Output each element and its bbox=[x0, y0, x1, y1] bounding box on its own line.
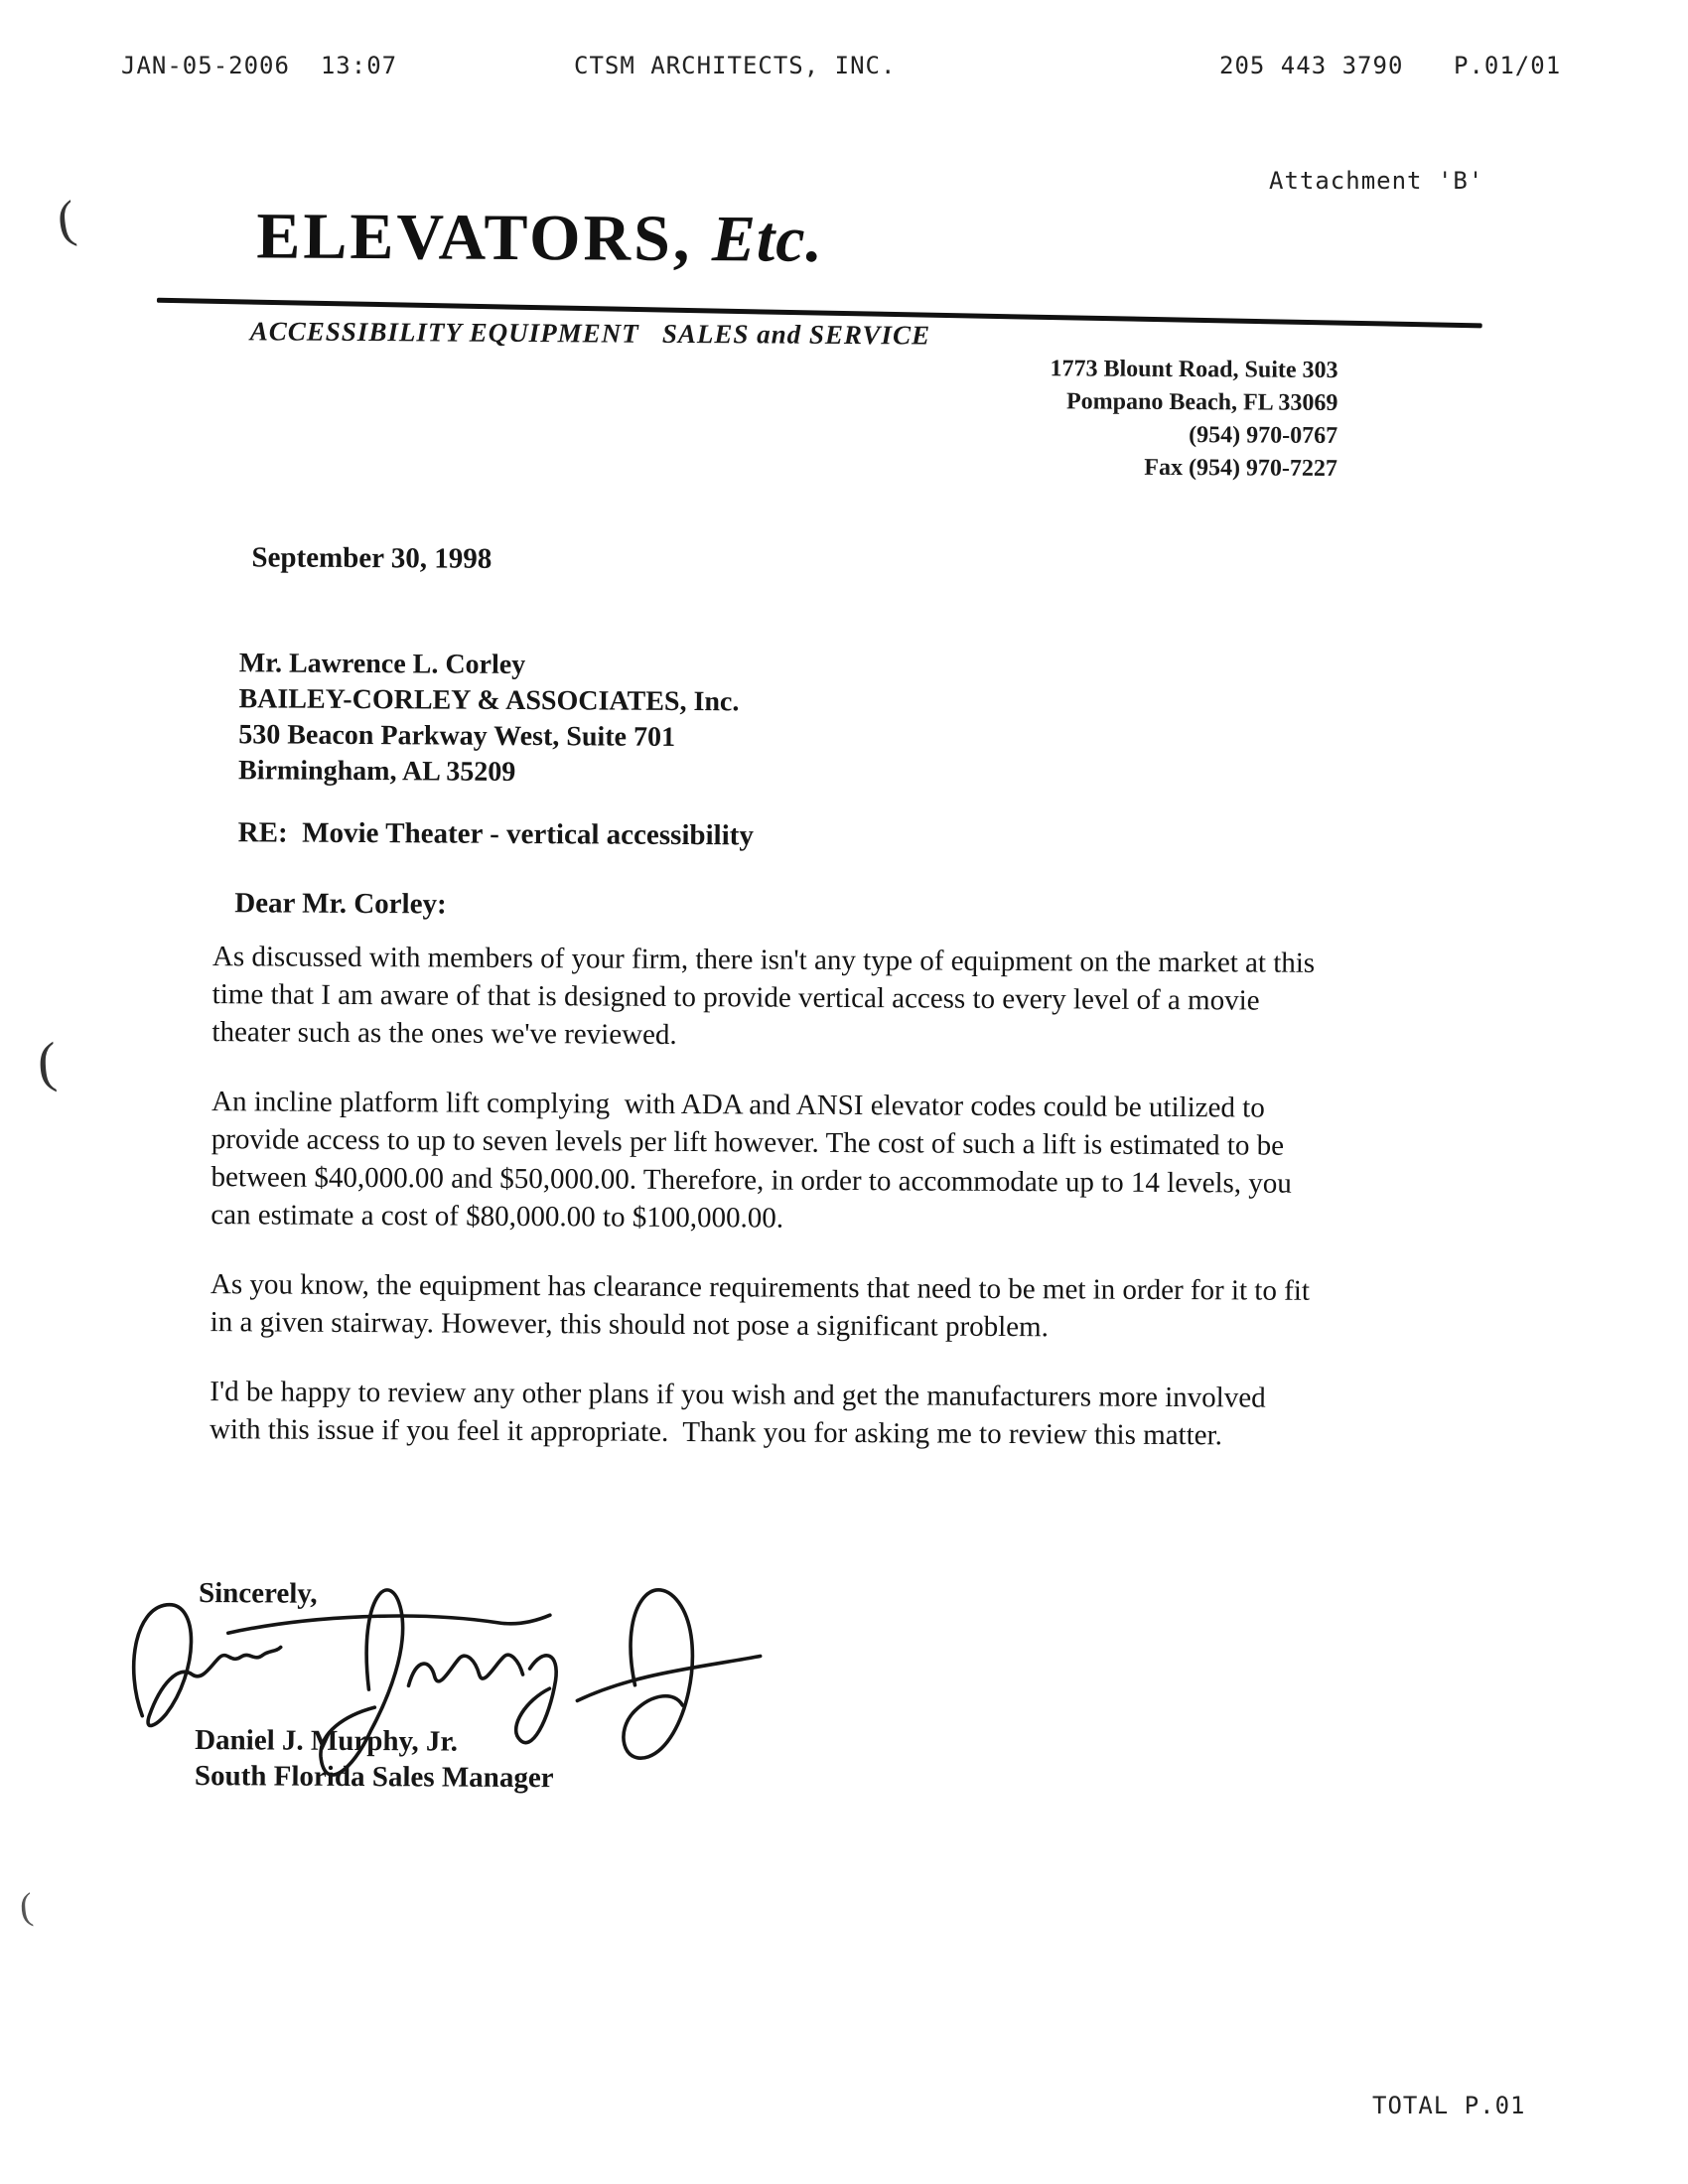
fax-datetime: JAN-05-2006 13:07 bbox=[121, 52, 398, 79]
address-line: 1773 Blount Road, Suite 303 bbox=[1050, 356, 1338, 384]
signer-title: South Florida Sales Manager bbox=[194, 1760, 554, 1795]
address-line: Fax (954) 970-7227 bbox=[1144, 454, 1338, 483]
attachment-label: Attachment 'B' bbox=[1269, 167, 1484, 195]
letter-paragraphs bbox=[210, 938, 1325, 1487]
paragraph: As you know, the equipment has clearance requirements that need to be met in order for it to fit in a given stairway. However, this should not pose a significant problem. bbox=[210, 1268, 1318, 1344]
company-name bbox=[256, 199, 823, 277]
signer-name: Daniel J. Murphy, Jr. bbox=[195, 1724, 459, 1758]
salutation: Dear Mr. Corley: bbox=[234, 887, 447, 921]
address-line: (954) 970-0767 bbox=[1189, 422, 1338, 450]
scan-artifact-mark: ( bbox=[17, 1885, 35, 1929]
company-tagline: ACCESSIBILITY EQUIPMENT SALES and SERVICE bbox=[249, 316, 931, 351]
recipient-address-block bbox=[238, 646, 740, 792]
fax-page-number: P.01/01 bbox=[1454, 52, 1562, 79]
company-address-block bbox=[1050, 353, 1338, 486]
scan-artifact-mark: ( bbox=[54, 191, 79, 249]
address-line: Pompano Beach, FL 33069 bbox=[1065, 388, 1338, 417]
subject-line: RE: Movie Theater - vertical accessibility bbox=[237, 816, 754, 852]
scan-artifact-mark: ( bbox=[35, 1031, 59, 1094]
company-name-main: ELEVATORS, bbox=[256, 200, 693, 276]
fax-total-footer: TOTAL P.01 bbox=[1372, 2092, 1526, 2119]
fax-sender: CTSM ARCHITECTS, INC. bbox=[574, 52, 897, 79]
paragraph: An incline platform lift complying with ADA and ANSI elevator codes could be utilized to provide access to up to seven levels per lift however. The cost of such a lift is estimated to be between $40,000.00 and $50,000.00. Therefore, in order to accommodate up to 14 levels, you can estimate a cost of $80,000.00 to $100,000.00. bbox=[211, 1086, 1300, 1235]
paragraph: As discussed with members of your firm, there isn't any type of equipment on the market at this time that I am aware of that is designed to provide vertical access to every level of a movie theater such as the ones we've reviewed. bbox=[211, 941, 1323, 1051]
recipient-line: BAILEY-CORLEY & ASSOCIATES, Inc. bbox=[238, 683, 740, 718]
recipient-line: Mr. Lawrence L. Corley bbox=[238, 648, 526, 681]
closing: Sincerely, bbox=[198, 1577, 318, 1610]
paragraph: I'd be happy to review any other plans if you wish and get the manufacturers more involved with this issue if you feel it appropriate. Thank you for asking me to review this matter. bbox=[209, 1376, 1274, 1452]
company-name-suffix: Etc. bbox=[711, 203, 824, 276]
recipient-line: 530 Beacon Parkway West, Suite 701 bbox=[238, 719, 676, 753]
fax-phone-number: 205 443 3790 bbox=[1219, 52, 1404, 79]
recipient-line: Birmingham, AL 35209 bbox=[237, 755, 516, 788]
letter-date: September 30, 1998 bbox=[251, 541, 492, 575]
